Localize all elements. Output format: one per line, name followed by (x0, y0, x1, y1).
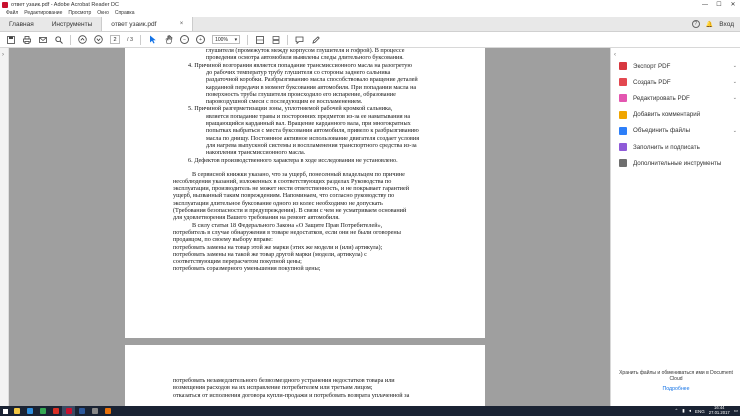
zoom-value: 100% (215, 36, 228, 43)
taskbar-acrobat[interactable] (62, 406, 75, 416)
tab-home[interactable]: Главная (9, 20, 34, 28)
document-cloud-promo: Хранить файлы и обмениваться ими в Document Cloud (619, 370, 733, 382)
text-line: до рабочих температур трубу глушителя со стороны заднего сальника (206, 68, 391, 76)
left-nav-panel (0, 48, 9, 406)
taskbar-app-red[interactable] (49, 406, 62, 416)
tool-item[interactable] (619, 123, 737, 139)
combine-files-icon (619, 127, 627, 135)
text-line: возмещения расходов на их исправление потребителем или третьим лицом; (173, 384, 373, 392)
toolbar-separator (247, 35, 248, 45)
maximize-button[interactable]: ☐ (716, 2, 722, 8)
text-line: карданной передачи в момент буксования автомобиля. При попадании масла на (206, 83, 417, 91)
toolbar (0, 32, 740, 48)
collapse-panel-icon[interactable]: ‹ (614, 52, 616, 58)
text-line: В силу статьи 18 Федерального Закона «О Защите Прав Потребителей», (192, 221, 383, 229)
menu-file[interactable]: Файл (6, 10, 19, 16)
network-icon[interactable]: ▮ (682, 408, 685, 413)
window-title: ответ узаик.pdf - Adobe Acrobat Reader DC (11, 1, 119, 8)
system-tray (674, 406, 740, 415)
tool-item[interactable] (619, 139, 737, 155)
tool-item[interactable] (619, 107, 737, 123)
next-page-icon[interactable] (94, 35, 103, 44)
text-line: (Требования безопасности и предупреждения). В связи с чем не усматриваем оснований (173, 207, 407, 214)
taskbar-chrome-icon (40, 408, 46, 414)
chevron-down-icon: ▾ (234, 36, 238, 43)
taskbar-chrome[interactable] (36, 406, 49, 416)
pen-icon[interactable] (311, 35, 320, 44)
fit-page-icon[interactable] (255, 35, 264, 44)
zoom-out-icon[interactable]: − (180, 35, 189, 44)
text-line: потребовать соразмерного уменьшения покупной цены; (173, 265, 321, 273)
acrobat-icon (2, 2, 8, 8)
taskbar-browser-icon (27, 408, 33, 414)
taskbar (0, 406, 740, 416)
toolbar-separator (140, 35, 141, 45)
menu-view[interactable]: Просмотр (68, 10, 92, 16)
menu-help[interactable]: Справка (114, 10, 135, 16)
document-viewer[interactable] (9, 48, 610, 406)
scroll-mode-icon[interactable] (271, 35, 280, 44)
taskbar-media[interactable] (88, 406, 101, 416)
clock[interactable] (709, 406, 730, 415)
chevron-down-icon[interactable]: ⌄ (732, 63, 737, 70)
tab-bar (0, 17, 740, 32)
text-line: раздаточной коробки. Разбрызгиванию масла способствовало вращение деталей (206, 76, 418, 84)
tool-item-label: Добавить комментарий (633, 111, 701, 119)
text-line: для нагрева выпускной системы и воспламенения транспортного средства из-за (206, 141, 417, 149)
chevron-down-icon[interactable]: ⌄ (732, 79, 737, 86)
pdf-page-3 (125, 345, 485, 406)
tool-item[interactable] (619, 74, 737, 90)
language-indicator[interactable]: ENG (695, 408, 705, 414)
text-line: 4. Причиной возгорания является попадание трансмиссионного масла на разогретую (188, 61, 413, 69)
tools-list (619, 58, 737, 171)
text-line: соответствующим перерасчетом покупной цены; (173, 258, 302, 266)
hand-tool-icon[interactable] (164, 35, 173, 44)
tool-item-label: Редактировать PDF (633, 94, 690, 102)
chevron-up-icon[interactable]: ⌃ (674, 408, 679, 413)
toolbar-separator (287, 35, 288, 45)
text-line: потребитель в случае обнаружения в товаре недостатков, если они не были оговорены (173, 228, 401, 236)
tool-item[interactable] (619, 90, 737, 106)
menu-bar (0, 9, 740, 17)
text-line: потребовать замены на такой же товар другой марки (модели, артикула) с (173, 250, 367, 258)
tool-item-label: Экспорт PDF (633, 62, 671, 70)
more-tools-icon (619, 159, 627, 167)
create-pdf-icon (619, 78, 627, 86)
page-total: / 3 (127, 36, 134, 43)
taskbar-app-red-icon (53, 408, 59, 414)
taskbar-word[interactable] (75, 406, 88, 416)
text-line: для удовлетворения Вашего требования на ремонт автомобиля. (173, 214, 340, 222)
text-line: паровоздушной смеси с последующим ее воспламенением. (206, 98, 363, 106)
login-button[interactable]: Вход (719, 20, 734, 28)
tool-item[interactable] (619, 58, 737, 74)
menu-window[interactable]: Окно (97, 10, 109, 16)
comment-icon[interactable] (295, 35, 304, 44)
title-bar (0, 0, 740, 9)
tab-tools[interactable]: Инструменты (51, 20, 93, 28)
help-icon[interactable]: ? (692, 20, 700, 28)
print-icon[interactable] (22, 35, 31, 44)
minimize-button[interactable]: — (702, 1, 708, 8)
prev-page-icon[interactable] (78, 35, 87, 44)
text-line: ущерб, вызванный таким повреждениям. Напоминаем, что согласно руководству по (173, 192, 395, 200)
menu-edit[interactable]: Редактирование (24, 10, 63, 16)
windows-icon (3, 409, 8, 414)
taskbar-app-orange[interactable] (101, 406, 114, 416)
tools-panel (610, 48, 740, 406)
tool-item-label: Создать PDF (633, 78, 671, 86)
pdf-page-2 (125, 48, 485, 338)
fill-sign-icon (619, 143, 627, 151)
page-number-input[interactable]: 2 (110, 35, 120, 44)
text-line: 6. Дефектов производственного характера в ходе исследования не установлено. (188, 156, 398, 164)
clock-time: 16:44 (714, 405, 725, 411)
tool-item-label: Заполнить и подписать (633, 143, 700, 151)
save-icon[interactable] (6, 35, 15, 44)
text-line: глушителя (промежуток между корпусом глушителя и гофрой). В процессе (206, 48, 405, 54)
comment-icon (619, 111, 627, 119)
text-line: накопления трансмиссионного масла. (206, 149, 306, 157)
notifications-icon[interactable]: ▭ (733, 408, 738, 413)
taskbar-word-icon (79, 408, 85, 414)
tool-item-label: Дополнительные инструменты (633, 159, 722, 167)
mail-icon[interactable] (38, 35, 47, 44)
export-pdf-icon (619, 62, 627, 70)
taskbar-apps (10, 406, 114, 416)
taskbar-file-explorer-icon (14, 408, 20, 414)
start-button[interactable] (0, 406, 10, 416)
text-line: потребовать незамедлительного безвозмездного устранения недостатков товара или (173, 377, 395, 384)
taskbar-browser[interactable] (23, 406, 36, 416)
tool-item[interactable] (619, 155, 737, 171)
text-line: отказаться от исполнения договора купли-продажи и потребовать возврата уплаченной за (173, 391, 410, 399)
tab-document-label: ответ узаик.pdf (111, 20, 157, 28)
close-tab-icon[interactable]: × (179, 21, 184, 27)
search-icon[interactable] (54, 35, 63, 44)
close-window-button[interactable]: ✕ (730, 2, 736, 8)
text-line: вращающийся карданный вал. Вращение карданного вала, при многократных (206, 120, 411, 127)
tab-document[interactable] (101, 17, 193, 31)
toolbar-separator (70, 35, 71, 45)
chevron-down-icon[interactable]: ⌄ (732, 95, 737, 102)
text-line: проведения осмотра автомобиля выявлены следы длительного буксования. (206, 54, 404, 62)
expand-left-panel-icon[interactable]: › (2, 52, 4, 58)
taskbar-media-icon (92, 408, 98, 414)
text-line: 5. Причиной разгерметизации зоны, уплотняемой рабочей кромкой сальника, (188, 105, 393, 113)
text-line: является попадание травы и посторонних предметов из-за ее наматывания на (206, 112, 411, 120)
edit-pdf-icon (619, 94, 627, 102)
text-line: потребовать замены на товар этой же марки (этих же модели и (или) артикула); (173, 243, 383, 251)
text-line: эксплуатации, производитель не может нести ответственность, и не покрывает гарантией (173, 185, 410, 193)
text-line: В сервисной книжки указано, что за ущерб, понесенный владельцем по причине (192, 170, 405, 178)
bell-icon[interactable]: 🔔 (705, 21, 714, 28)
text-line: эксплуатации длительное буксование одного из колес необходимо не допускать (173, 199, 383, 207)
text-line: масла по днищу. Постоянное активное использование двигателя создает условия (206, 134, 420, 142)
chevron-down-icon[interactable]: ⌄ (732, 127, 737, 134)
clock-date: 27.01.2017 (708, 410, 730, 415)
text-line: попытках выбраться с места буксования автомобиля, привело к разбрызгиванию (206, 127, 419, 135)
select-cursor-icon[interactable] (148, 35, 157, 44)
taskbar-app-orange-icon (105, 408, 111, 414)
learn-more-link[interactable]: Подробнее (662, 386, 690, 392)
text-line: поверхность трубы глушителя происходило его испарение, образование (206, 90, 396, 98)
tool-item-label: Объединить файлы (633, 127, 691, 135)
taskbar-file-explorer[interactable] (10, 406, 23, 416)
zoom-select[interactable] (212, 35, 240, 44)
zoom-in-icon[interactable]: + (196, 35, 205, 44)
taskbar-acrobat-icon (66, 408, 72, 414)
volume-icon[interactable]: ◂ (688, 408, 691, 413)
text-line: несоблюдения указаний, изложенных в соответствующих разделах Руководства по (173, 177, 392, 185)
text-line: продавцом, по своему выбору вправе: (173, 236, 273, 244)
